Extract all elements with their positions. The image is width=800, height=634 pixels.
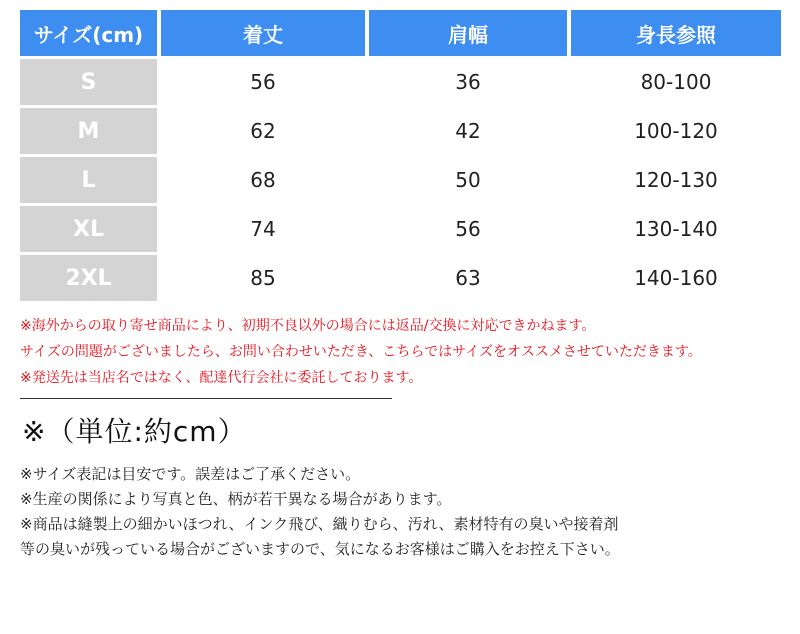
- header-size: サイズ(cm): [20, 10, 157, 56]
- divider: [20, 398, 392, 399]
- size-label: XL: [20, 206, 157, 252]
- policy-note: ※発送先は当店名ではなく、配達代行会社に委託しております。: [20, 370, 423, 386]
- length-value: 68: [250, 168, 276, 192]
- size-table: [20, 10, 781, 301]
- length-value: 74: [250, 217, 276, 241]
- height-value: 100-120: [634, 119, 718, 143]
- height-value: 140-160: [634, 266, 718, 290]
- product-notes: [20, 462, 790, 562]
- product-note: ※生産の関係により写真と色、柄が若干異なる場合があります。: [20, 490, 452, 508]
- unit-label: ※（単位:約cm）: [22, 415, 247, 448]
- length-value: 62: [250, 119, 276, 143]
- height-value: 80-100: [640, 70, 712, 94]
- shoulder-value: 42: [455, 119, 481, 143]
- product-note: 等の臭いが残っている場合がございますので、気になるお客様はご購入をお控え下さい。: [20, 540, 620, 558]
- length-value: 85: [250, 266, 276, 290]
- shoulder-value: 50: [455, 168, 481, 192]
- header-length: 着丈: [161, 10, 365, 56]
- policy-note: サイズの問題がございましたら、お問い合わせいただき、こちらではサイズをオススメさせていただきます。: [20, 344, 702, 360]
- shoulder-value: 63: [455, 266, 481, 290]
- product-note: ※商品は縫製上の細かいほつれ、インク飛び、織りむら、汚れ、素材特有の臭いや接着剤: [20, 515, 619, 533]
- shoulder-value: 36: [455, 70, 481, 94]
- size-label: 2XL: [20, 255, 157, 301]
- height-value: 130-140: [634, 217, 718, 241]
- shoulder-value: 56: [455, 217, 481, 241]
- header-shoulder: 肩幅: [369, 10, 567, 56]
- height-value: 120-130: [634, 168, 718, 192]
- return-policy-notes: [20, 313, 790, 391]
- length-value: 56: [250, 70, 276, 94]
- header-height: 身長参照: [571, 10, 781, 56]
- product-note: ※サイズ表記は目安です。誤差はご了承ください。: [20, 465, 361, 483]
- policy-note: ※海外からの取り寄せ商品により、初期不良以外の場合には返品/交換に対応できかねます。: [20, 318, 596, 334]
- size-label: S: [20, 59, 157, 105]
- size-label: M: [20, 108, 157, 154]
- size-label: L: [20, 157, 157, 203]
